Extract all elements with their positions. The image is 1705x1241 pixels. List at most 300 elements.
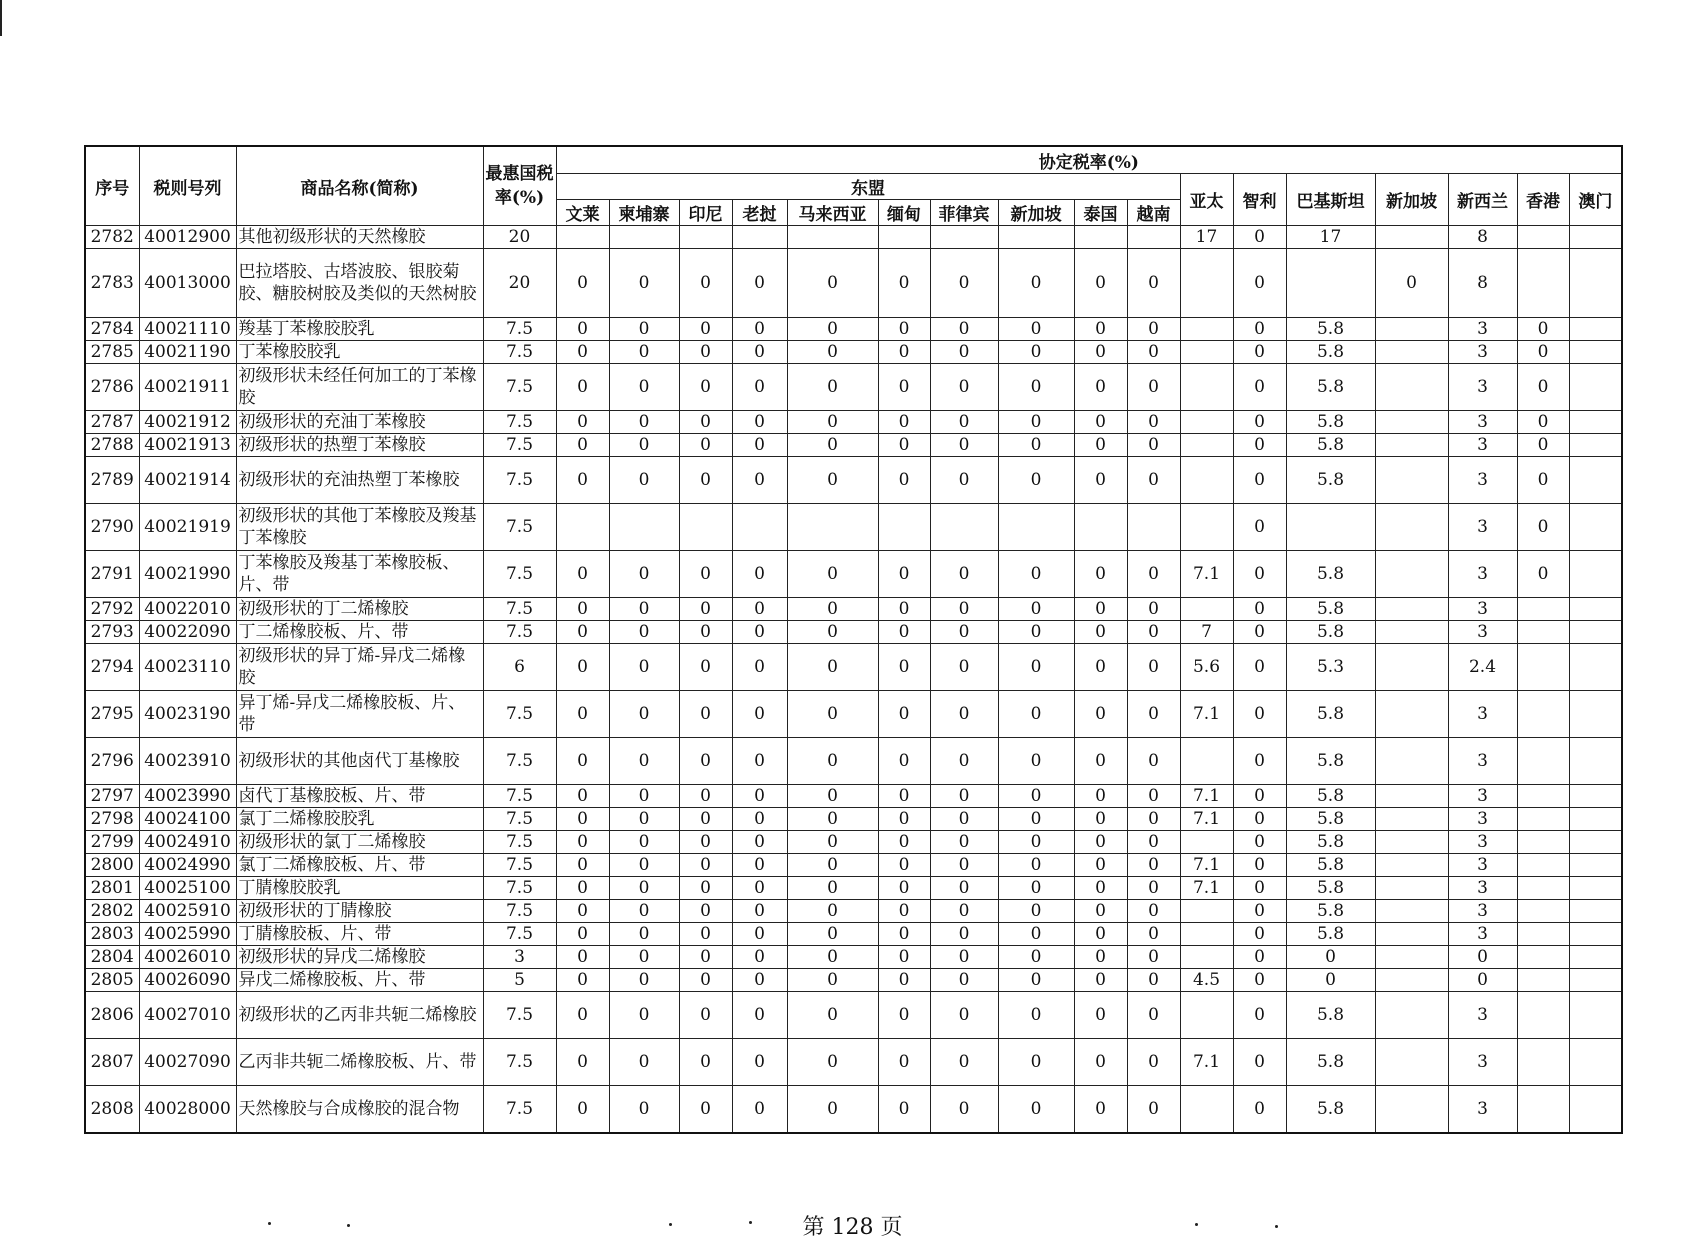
cell-asean-rate: 0 — [556, 457, 609, 504]
cell-seq: 2793 — [85, 621, 139, 644]
cell-other-rate — [1375, 364, 1448, 411]
cell-asean-rate: 0 — [787, 644, 878, 691]
cell-seq: 2808 — [85, 1086, 139, 1134]
cell-other-rate: 5.8 — [1286, 877, 1375, 900]
cell-other-rate: 0 — [1233, 364, 1286, 411]
cell-code: 40021912 — [139, 411, 236, 434]
cell-other-rate — [1180, 504, 1233, 551]
cell-other-rate — [1569, 551, 1622, 598]
cell-code: 40025910 — [139, 900, 236, 923]
cell-other-rate: 0 — [1517, 364, 1569, 411]
cell-other-rate: 3 — [1448, 434, 1517, 457]
cell-other-rate — [1180, 831, 1233, 854]
cell-asean-rate: 0 — [930, 785, 998, 808]
cell-asean-rate: 0 — [998, 434, 1074, 457]
cell-other-rate: 3 — [1448, 1086, 1517, 1134]
cell-mfn: 7.5 — [483, 621, 556, 644]
cell-other-rate: 4.5 — [1180, 969, 1233, 992]
cell-asean-rate: 0 — [998, 877, 1074, 900]
cell-other-rate — [1517, 621, 1569, 644]
cell-asean-rate: 0 — [609, 411, 679, 434]
header-other-3: 新加坡 — [1375, 174, 1448, 226]
cell-seq: 2800 — [85, 854, 139, 877]
cell-name: 初级形状未经任何加工的丁苯橡胶 — [236, 364, 483, 411]
cell-asean-rate: 0 — [1074, 1086, 1127, 1134]
cell-asean-rate: 0 — [878, 877, 930, 900]
cell-asean-rate — [609, 226, 679, 249]
cell-other-rate: 0 — [1517, 318, 1569, 341]
tariff-table — [84, 145, 1623, 1134]
cell-asean-rate: 0 — [930, 341, 998, 364]
cell-asean-rate: 0 — [556, 1086, 609, 1134]
cell-asean-rate: 0 — [930, 992, 998, 1039]
cell-asean-rate: 0 — [930, 598, 998, 621]
header-other-6: 澳门 — [1569, 174, 1622, 226]
cell-name: 初级形状的氯丁二烯橡胶 — [236, 831, 483, 854]
cell-other-rate: 0 — [1517, 341, 1569, 364]
cell-name: 羧基丁苯橡胶胶乳 — [236, 318, 483, 341]
cell-asean-rate: 0 — [787, 318, 878, 341]
cell-asean-rate: 0 — [679, 854, 732, 877]
cell-asean-rate: 0 — [1074, 434, 1127, 457]
cell-asean-rate: 0 — [878, 691, 930, 738]
cell-asean-rate: 0 — [878, 644, 930, 691]
cell-seq: 2789 — [85, 457, 139, 504]
cell-other-rate — [1569, 226, 1622, 249]
cell-other-rate: 0 — [1233, 785, 1286, 808]
cell-asean-rate: 0 — [1074, 457, 1127, 504]
cell-asean-rate: 0 — [998, 1039, 1074, 1086]
cell-other-rate: 0 — [1517, 411, 1569, 434]
cell-other-rate — [1569, 923, 1622, 946]
cell-other-rate — [1517, 992, 1569, 1039]
cell-asean-rate: 0 — [556, 992, 609, 1039]
cell-name: 初级形状的其他丁苯橡胶及羧基丁苯橡胶 — [236, 504, 483, 551]
cell-mfn: 7.5 — [483, 1086, 556, 1134]
cell-other-rate: 3 — [1448, 808, 1517, 831]
cell-asean-rate: 0 — [1074, 551, 1127, 598]
cell-asean-rate: 0 — [732, 877, 787, 900]
cell-seq: 2805 — [85, 969, 139, 992]
cell-asean-rate: 0 — [878, 854, 930, 877]
cell-other-rate: 7 — [1180, 621, 1233, 644]
cell-asean-rate: 0 — [556, 434, 609, 457]
cell-seq: 2786 — [85, 364, 139, 411]
header-asean-1: 柬埔寨 — [609, 200, 679, 226]
header-code: 税则号列 — [139, 146, 236, 226]
cell-seq: 2797 — [85, 785, 139, 808]
cell-other-rate — [1569, 341, 1622, 364]
cell-other-rate — [1569, 434, 1622, 457]
cell-name: 丁腈橡胶板、片、带 — [236, 923, 483, 946]
cell-other-rate — [1569, 249, 1622, 318]
cell-other-rate — [1375, 969, 1448, 992]
cell-asean-rate: 0 — [1074, 1039, 1127, 1086]
cell-asean-rate: 0 — [878, 969, 930, 992]
cell-other-rate — [1517, 854, 1569, 877]
cell-seq: 2784 — [85, 318, 139, 341]
cell-seq: 2804 — [85, 946, 139, 969]
cell-seq: 2803 — [85, 923, 139, 946]
header-asean-9: 越南 — [1127, 200, 1180, 226]
cell-other-rate — [1180, 411, 1233, 434]
cell-asean-rate: 0 — [556, 831, 609, 854]
cell-asean-rate: 0 — [732, 808, 787, 831]
cell-other-rate: 3 — [1448, 877, 1517, 900]
cell-other-rate — [1375, 504, 1448, 551]
header-other-5: 香港 — [1517, 174, 1569, 226]
cell-asean-rate: 0 — [1074, 364, 1127, 411]
cell-code: 40023110 — [139, 644, 236, 691]
cell-asean-rate: 0 — [679, 457, 732, 504]
cell-mfn: 7.5 — [483, 598, 556, 621]
cell-asean-rate: 0 — [556, 969, 609, 992]
cell-asean-rate: 0 — [878, 457, 930, 504]
table-row — [85, 551, 1622, 598]
table-row — [85, 504, 1622, 551]
cell-other-rate — [1517, 738, 1569, 785]
cell-asean-rate: 0 — [787, 900, 878, 923]
cell-asean-rate: 0 — [556, 900, 609, 923]
cell-asean-rate: 0 — [1127, 621, 1180, 644]
cell-seq: 2799 — [85, 831, 139, 854]
cell-asean-rate: 0 — [878, 738, 930, 785]
cell-other-rate: 0 — [1448, 969, 1517, 992]
cell-asean-rate: 0 — [998, 621, 1074, 644]
cell-asean-rate: 0 — [787, 1039, 878, 1086]
cell-asean-rate: 0 — [787, 411, 878, 434]
header-asean-5: 缅甸 — [878, 200, 930, 226]
cell-asean-rate: 0 — [1074, 644, 1127, 691]
scan-edge-mark — [0, 0, 2, 36]
cell-asean-rate: 0 — [930, 644, 998, 691]
cell-other-rate: 0 — [1517, 434, 1569, 457]
cell-asean-rate — [679, 504, 732, 551]
cell-other-rate — [1180, 364, 1233, 411]
cell-asean-rate: 0 — [1127, 738, 1180, 785]
cell-asean-rate: 0 — [1074, 621, 1127, 644]
cell-other-rate — [1375, 551, 1448, 598]
cell-code: 40025100 — [139, 877, 236, 900]
cell-asean-rate: 0 — [732, 946, 787, 969]
header-asean-6: 菲律宾 — [930, 200, 998, 226]
cell-asean-rate: 0 — [1074, 785, 1127, 808]
cell-other-rate — [1180, 434, 1233, 457]
cell-asean-rate — [787, 504, 878, 551]
cell-other-rate: 0 — [1233, 854, 1286, 877]
cell-mfn: 7.5 — [483, 992, 556, 1039]
cell-asean-rate: 0 — [930, 364, 998, 411]
cell-asean-rate: 0 — [998, 318, 1074, 341]
cell-asean-rate: 0 — [878, 946, 930, 969]
cell-code: 40023910 — [139, 738, 236, 785]
cell-asean-rate: 0 — [878, 621, 930, 644]
cell-asean-rate: 0 — [679, 318, 732, 341]
cell-asean-rate: 0 — [732, 411, 787, 434]
cell-asean-rate: 0 — [556, 1039, 609, 1086]
cell-other-rate: 5.8 — [1286, 434, 1375, 457]
cell-code: 40022010 — [139, 598, 236, 621]
cell-other-rate: 3 — [1448, 621, 1517, 644]
cell-name: 其他初级形状的天然橡胶 — [236, 226, 483, 249]
cell-asean-rate: 0 — [679, 644, 732, 691]
cell-asean-rate: 0 — [1127, 854, 1180, 877]
cell-asean-rate: 0 — [732, 923, 787, 946]
cell-other-rate: 5.8 — [1286, 1086, 1375, 1134]
cell-other-rate: 0 — [1233, 1086, 1286, 1134]
cell-mfn: 7.5 — [483, 318, 556, 341]
cell-asean-rate: 0 — [732, 644, 787, 691]
cell-other-rate: 5.8 — [1286, 691, 1375, 738]
cell-other-rate: 3 — [1448, 738, 1517, 785]
cell-other-rate — [1517, 900, 1569, 923]
cell-name: 异戊二烯橡胶板、片、带 — [236, 969, 483, 992]
cell-mfn: 7.5 — [483, 785, 556, 808]
cell-name: 异丁烯-异戊二烯橡胶板、片、带 — [236, 691, 483, 738]
cell-asean-rate: 0 — [732, 992, 787, 1039]
cell-code: 40026010 — [139, 946, 236, 969]
cell-asean-rate: 0 — [679, 341, 732, 364]
cell-other-rate: 0 — [1233, 434, 1286, 457]
cell-asean-rate: 0 — [609, 1039, 679, 1086]
cell-other-rate: 0 — [1233, 969, 1286, 992]
cell-asean-rate: 0 — [556, 364, 609, 411]
cell-asean-rate: 0 — [998, 785, 1074, 808]
cell-asean-rate: 0 — [787, 738, 878, 785]
cell-other-rate — [1180, 923, 1233, 946]
cell-asean-rate: 0 — [787, 785, 878, 808]
cell-asean-rate — [878, 226, 930, 249]
cell-asean-rate: 0 — [1074, 411, 1127, 434]
cell-seq: 2807 — [85, 1039, 139, 1086]
cell-seq: 2783 — [85, 249, 139, 318]
cell-other-rate — [1375, 341, 1448, 364]
cell-asean-rate — [679, 226, 732, 249]
table-row — [85, 457, 1622, 504]
cell-other-rate — [1517, 1086, 1569, 1134]
table-header — [85, 146, 1622, 226]
cell-seq: 2788 — [85, 434, 139, 457]
cell-asean-rate: 0 — [679, 411, 732, 434]
cell-asean-rate: 0 — [732, 434, 787, 457]
cell-asean-rate: 0 — [930, 411, 998, 434]
cell-name: 氯丁二烯橡胶板、片、带 — [236, 854, 483, 877]
cell-name: 初级形状的异戊二烯橡胶 — [236, 946, 483, 969]
cell-asean-rate: 0 — [1074, 923, 1127, 946]
cell-other-rate — [1517, 598, 1569, 621]
scan-dot — [749, 1221, 752, 1224]
cell-other-rate: 7.1 — [1180, 551, 1233, 598]
cell-asean-rate: 0 — [1127, 946, 1180, 969]
cell-asean-rate: 0 — [609, 249, 679, 318]
cell-asean-rate: 0 — [878, 831, 930, 854]
cell-asean-rate — [1127, 226, 1180, 249]
cell-other-rate — [1180, 946, 1233, 969]
cell-name: 巴拉塔胶、古塔波胶、银胶菊胶、糖胶树胶及类似的天然树胶 — [236, 249, 483, 318]
cell-asean-rate: 0 — [679, 992, 732, 1039]
cell-other-rate — [1375, 946, 1448, 969]
cell-asean-rate: 0 — [1074, 969, 1127, 992]
cell-asean-rate: 0 — [679, 785, 732, 808]
table-row — [85, 900, 1622, 923]
cell-mfn: 20 — [483, 249, 556, 318]
cell-asean-rate: 0 — [609, 785, 679, 808]
cell-other-rate: 3 — [1448, 900, 1517, 923]
table-row — [85, 691, 1622, 738]
cell-asean-rate: 0 — [609, 877, 679, 900]
cell-asean-rate: 0 — [1074, 341, 1127, 364]
cell-asean-rate: 0 — [1074, 808, 1127, 831]
cell-asean-rate: 0 — [878, 551, 930, 598]
cell-asean-rate: 0 — [1127, 831, 1180, 854]
cell-mfn: 7.5 — [483, 854, 556, 877]
cell-seq: 2792 — [85, 598, 139, 621]
cell-asean-rate: 0 — [1074, 738, 1127, 785]
table-row — [85, 644, 1622, 691]
cell-other-rate — [1375, 457, 1448, 504]
cell-asean-rate: 0 — [679, 969, 732, 992]
cell-other-rate — [1375, 644, 1448, 691]
cell-asean-rate: 0 — [878, 249, 930, 318]
cell-other-rate: 0 — [1233, 831, 1286, 854]
cell-other-rate — [1517, 877, 1569, 900]
cell-asean-rate: 0 — [787, 598, 878, 621]
cell-asean-rate: 0 — [787, 434, 878, 457]
cell-asean-rate — [1127, 504, 1180, 551]
cell-mfn: 7.5 — [483, 504, 556, 551]
cell-code: 40021110 — [139, 318, 236, 341]
header-agreement: 协定税率(%) — [556, 146, 1622, 174]
cell-other-rate: 7.1 — [1180, 877, 1233, 900]
cell-other-rate — [1569, 992, 1622, 1039]
cell-seq: 2795 — [85, 691, 139, 738]
cell-other-rate: 0 — [1233, 644, 1286, 691]
table-row — [85, 808, 1622, 831]
cell-name: 丁苯橡胶及羧基丁苯橡胶板、片、带 — [236, 551, 483, 598]
cell-asean-rate: 0 — [878, 434, 930, 457]
cell-asean-rate: 0 — [556, 318, 609, 341]
cell-code: 40012900 — [139, 226, 236, 249]
cell-asean-rate: 0 — [930, 1086, 998, 1134]
cell-asean-rate: 0 — [787, 992, 878, 1039]
cell-code: 40028000 — [139, 1086, 236, 1134]
table-row — [85, 226, 1622, 249]
cell-asean-rate: 0 — [787, 923, 878, 946]
cell-asean-rate: 0 — [556, 808, 609, 831]
cell-other-rate — [1375, 923, 1448, 946]
cell-asean-rate: 0 — [1127, 457, 1180, 504]
scan-dot — [669, 1223, 672, 1226]
cell-asean-rate: 0 — [1127, 691, 1180, 738]
table-row — [85, 785, 1622, 808]
cell-other-rate: 0 — [1233, 1039, 1286, 1086]
cell-asean-rate: 0 — [609, 854, 679, 877]
cell-asean-rate: 0 — [930, 691, 998, 738]
cell-asean-rate: 0 — [1074, 900, 1127, 923]
cell-asean-rate: 0 — [998, 969, 1074, 992]
page-number: 第 128 页 — [802, 1215, 903, 1240]
cell-asean-rate: 0 — [878, 808, 930, 831]
cell-asean-rate: 0 — [556, 551, 609, 598]
cell-asean-rate: 0 — [998, 341, 1074, 364]
cell-asean-rate: 0 — [609, 364, 679, 411]
cell-other-rate: 0 — [1233, 992, 1286, 1039]
cell-asean-rate: 0 — [732, 364, 787, 411]
table-row — [85, 318, 1622, 341]
cell-other-rate: 5.8 — [1286, 992, 1375, 1039]
scan-dot — [268, 1222, 271, 1225]
cell-asean-rate: 0 — [609, 691, 679, 738]
cell-asean-rate: 0 — [787, 946, 878, 969]
cell-asean-rate — [556, 226, 609, 249]
cell-other-rate — [1180, 992, 1233, 1039]
cell-name: 初级形状的其他卤代丁基橡胶 — [236, 738, 483, 785]
cell-other-rate: 5.8 — [1286, 831, 1375, 854]
cell-other-rate: 5.8 — [1286, 318, 1375, 341]
table-row — [85, 411, 1622, 434]
cell-other-rate: 0 — [1517, 457, 1569, 504]
cell-code: 40021913 — [139, 434, 236, 457]
cell-other-rate — [1569, 691, 1622, 738]
cell-asean-rate: 0 — [1127, 923, 1180, 946]
cell-code: 40022090 — [139, 621, 236, 644]
cell-asean-rate: 0 — [1127, 249, 1180, 318]
cell-name: 初级形状的乙丙非共轭二烯橡胶 — [236, 992, 483, 1039]
cell-asean-rate: 0 — [679, 1039, 732, 1086]
table-body — [85, 226, 1622, 1134]
cell-asean-rate: 0 — [732, 621, 787, 644]
cell-asean-rate: 0 — [556, 785, 609, 808]
cell-mfn: 7.5 — [483, 434, 556, 457]
table-row — [85, 249, 1622, 318]
cell-code: 40021990 — [139, 551, 236, 598]
cell-asean-rate: 0 — [679, 1086, 732, 1134]
cell-other-rate — [1375, 785, 1448, 808]
cell-name: 丁二烯橡胶板、片、带 — [236, 621, 483, 644]
cell-mfn: 7.5 — [483, 457, 556, 504]
cell-asean-rate: 0 — [556, 621, 609, 644]
cell-other-rate — [1569, 411, 1622, 434]
scan-dot — [1195, 1223, 1198, 1226]
cell-asean-rate: 0 — [1074, 854, 1127, 877]
cell-mfn: 7.5 — [483, 411, 556, 434]
cell-asean-rate: 0 — [930, 1039, 998, 1086]
cell-seq: 2794 — [85, 644, 139, 691]
cell-asean-rate: 0 — [930, 923, 998, 946]
cell-asean-rate: 0 — [1127, 318, 1180, 341]
cell-other-rate — [1180, 318, 1233, 341]
cell-other-rate: 5.8 — [1286, 854, 1375, 877]
cell-asean-rate: 0 — [998, 644, 1074, 691]
header-asean-8: 泰国 — [1074, 200, 1127, 226]
cell-code: 40027090 — [139, 1039, 236, 1086]
cell-code: 40013000 — [139, 249, 236, 318]
header-seq: 序号 — [85, 146, 139, 226]
cell-other-rate — [1375, 691, 1448, 738]
cell-asean-rate: 0 — [556, 738, 609, 785]
cell-other-rate — [1375, 877, 1448, 900]
cell-asean-rate: 0 — [930, 318, 998, 341]
cell-asean-rate: 0 — [878, 1039, 930, 1086]
cell-other-rate — [1286, 504, 1375, 551]
cell-other-rate: 0 — [1517, 551, 1569, 598]
cell-other-rate: 0 — [1233, 551, 1286, 598]
cell-asean-rate: 0 — [732, 318, 787, 341]
cell-asean-rate: 0 — [787, 364, 878, 411]
table-row — [85, 923, 1622, 946]
cell-asean-rate: 0 — [1127, 969, 1180, 992]
cell-asean-rate: 0 — [787, 877, 878, 900]
